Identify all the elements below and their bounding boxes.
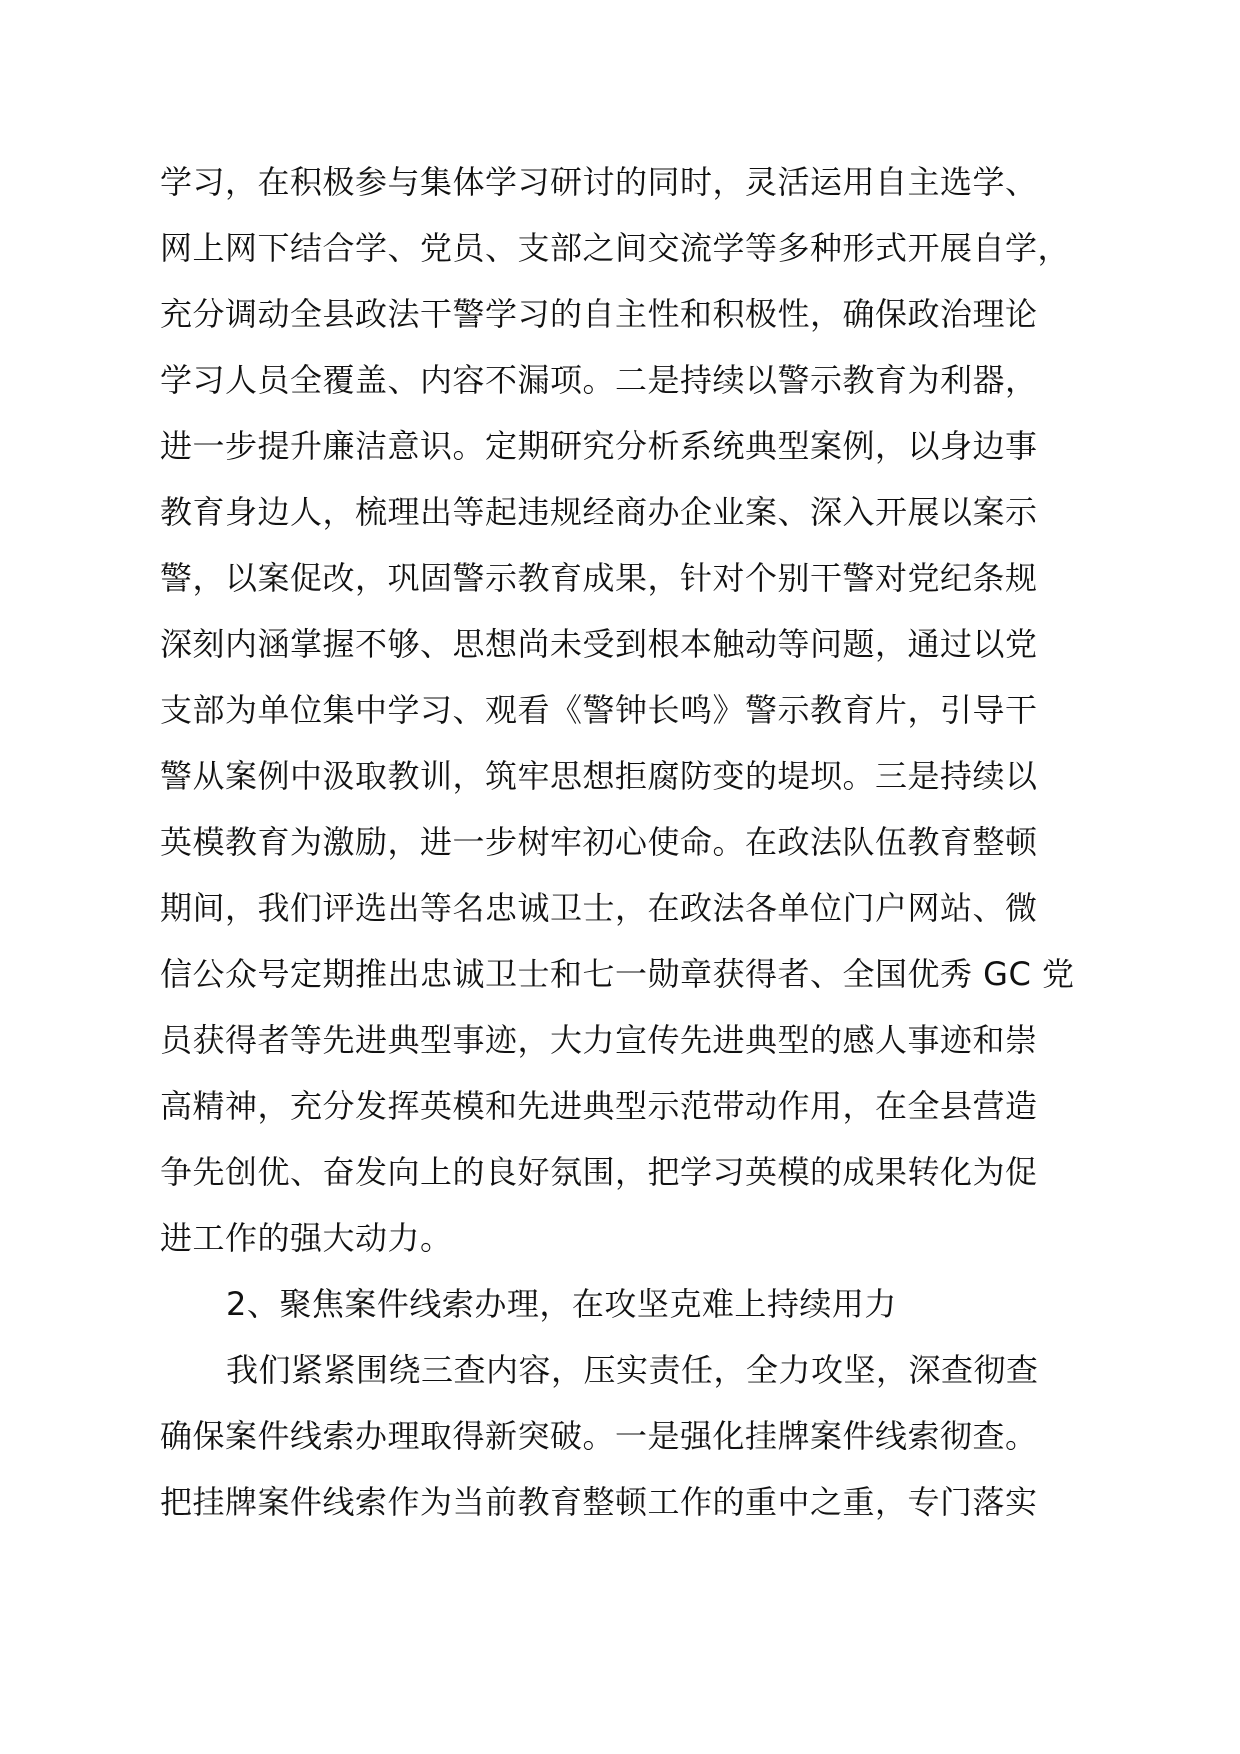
body-text-line: 把挂牌案件线索作为当前教育整顿工作的重中之重，专门落实 <box>160 1483 1038 1521</box>
body-text-line: 员获得者等先进典型事迹，大力宣传先进典型的感人事迹和崇 <box>160 1021 1038 1059</box>
section-heading: 2、聚焦案件线索办理，在攻坚克难上持续用力 <box>226 1285 897 1323</box>
paragraph-first-line: 我们紧紧围绕三查内容，压实责任，全力攻坚，深查彻查 <box>226 1351 1039 1389</box>
body-text-line: 高精神，充分发挥英模和先进典型示范带动作用，在全县营造 <box>160 1087 1038 1125</box>
body-text-line: 学习，在积极参与集体学习研讨的同时，灵活运用自主选学、 <box>160 163 1038 201</box>
body-text-line: 充分调动全县政法干警学习的自主性和积极性，确保政治理论 <box>160 295 1038 333</box>
body-text-line: 争先创优、奋发向上的良好氛围，把学习英模的成果转化为促 <box>160 1153 1038 1191</box>
body-text-line: 教育身边人，梳理出等起违规经商办企业案、深入开展以案示 <box>160 493 1038 531</box>
body-text-line: 支部为单位集中学习、观看《警钟长鸣》警示教育片，引导干 <box>160 691 1038 729</box>
body-text-line: 英模教育为激励，进一步树牢初心使命。在政法队伍教育整顿 <box>160 823 1038 861</box>
body-text-line: 警，以案促改，巩固警示教育成果，针对个别干警对党纪条规 <box>160 559 1038 597</box>
body-text-line: 警从案例中汲取教训，筑牢思想拒腐防变的堤坝。三是持续以 <box>160 757 1038 795</box>
body-text-line: 进一步提升廉洁意识。定期研究分析系统典型案例，以身边事 <box>160 427 1038 465</box>
body-text-line: 确保案件线索办理取得新突破。一是强化挂牌案件线索彻查。 <box>160 1417 1038 1455</box>
body-text-line: 网上网下结合学、党员、支部之间交流学等多种形式开展自学， <box>160 229 1071 267</box>
body-text-line: 期间，我们评选出等名忠诚卫士，在政法各单位门户网站、微 <box>160 889 1038 927</box>
body-text-line: 学习人员全覆盖、内容不漏项。二是持续以警示教育为利器， <box>160 361 1038 399</box>
body-text-line: 深刻内涵掌握不够、思想尚未受到根本触动等问题，通过以党 <box>160 625 1038 663</box>
body-text-line: 信公众号定期推出忠诚卫士和七一勋章获得者、全国优秀 GC 党 <box>160 955 1075 993</box>
body-text-line: 进工作的强大动力。 <box>160 1219 453 1257</box>
